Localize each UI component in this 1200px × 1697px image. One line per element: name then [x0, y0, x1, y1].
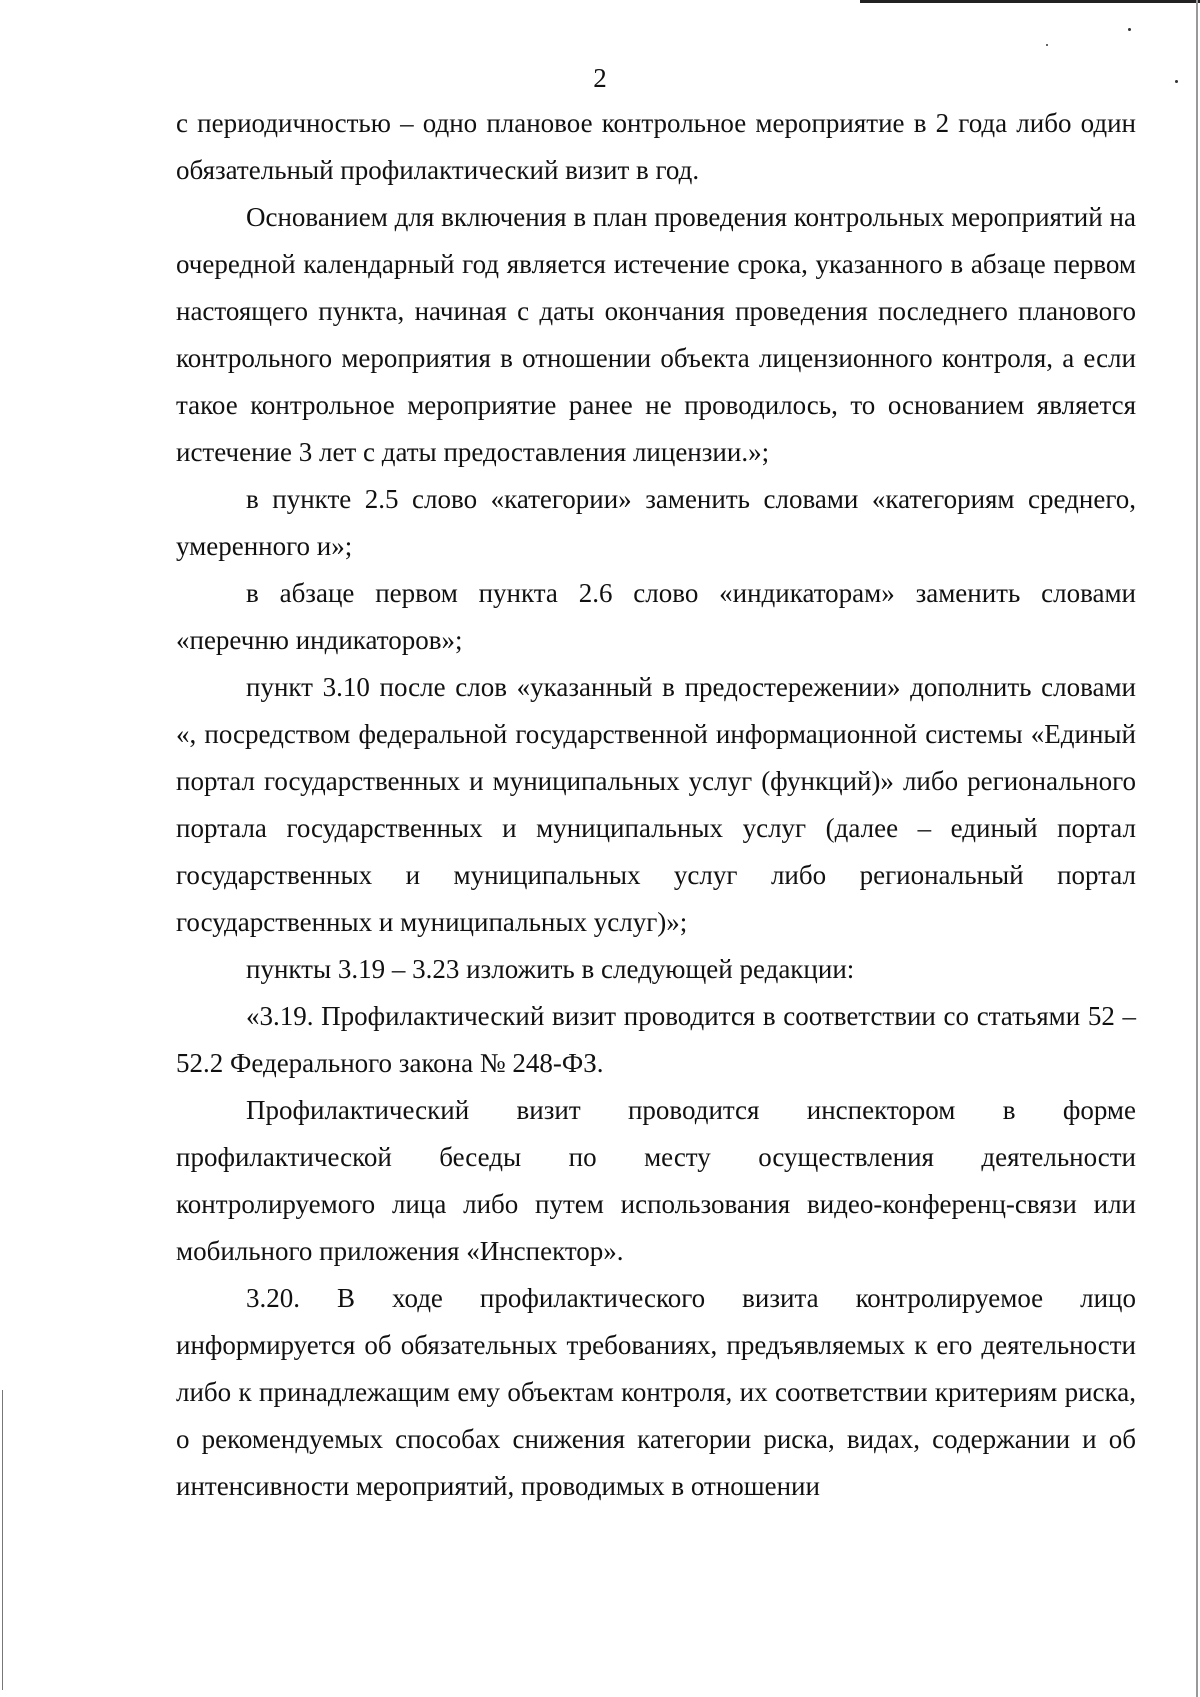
scan-top-edge-line	[860, 0, 1200, 3]
scan-speck	[1046, 44, 1048, 46]
paragraph: в пункте 2.5 слово «категории» заменить словами «категориям среднего, умеренного и»;	[176, 484, 1136, 561]
paragraph: Основанием для включения в план проведения контрольных мероприятий на очередной календарный год является истечение срока, указанного в абзаце первом настоящего пункта, начиная с даты окончания проведения последнего планового контрольного мероприятия в отношении объекта лицензионного контроля, а если такое контрольное мероприятие ранее не проводилось, то основанием является истечение 3 лет с даты предоставления лицензии.»;	[176, 202, 1136, 467]
page-number: 2	[593, 63, 607, 93]
paragraph: Профилактический визит проводится инспектором в форме профилактической беседы по месту осуществления деятельности контролируемого лица либо путем использования видео-конференц-связи или мобильного приложения «Инспектор».	[176, 1095, 1136, 1266]
paragraph: в абзаце первом пункта 2.6 слово «индикаторам» заменить словами «перечню индикаторов»;	[176, 578, 1136, 655]
scan-left-edge-line	[2, 1390, 3, 1690]
paragraph: пункты 3.19 – 3.23 изложить в следующей редакции:	[246, 954, 855, 984]
paragraph: с периодичностью – одно плановое контрольное мероприятие в 2 года либо один обязательный профилактический визит в год.	[176, 108, 1136, 185]
paragraph: «3.19. Профилактический визит проводится в соответствии со статьями 52 – 52.2 Федерального закона № 248-ФЗ.	[176, 1001, 1136, 1078]
scan-right-edge-line	[1196, 0, 1198, 1697]
scan-speck	[1128, 28, 1131, 31]
paragraph: 3.20. В ходе профилактического визита контролируемое лицо информируется об обязательных требованиях, предъявляемых к его деятельности либо к принадлежащим ему объектам контроля, их соответствии критериям риска, о рекомендуемых способах снижения категории риска, видах, содержании и об интенсивности мероприятий, проводимых в отношении	[176, 1283, 1136, 1501]
paragraph: пункт 3.10 после слов «указанный в предостережении» дополнить словами «, посредством федеральной государственной информационной системы «Единый портал государственных и муниципальных услуг (функций)» либо регионального портала государственных и муниципальных услуг (далее – единый портал государственных и муниципальных услуг либо региональный портал государственных и муниципальных услуг)»;	[176, 672, 1136, 937]
document-body	[176, 100, 1136, 1510]
